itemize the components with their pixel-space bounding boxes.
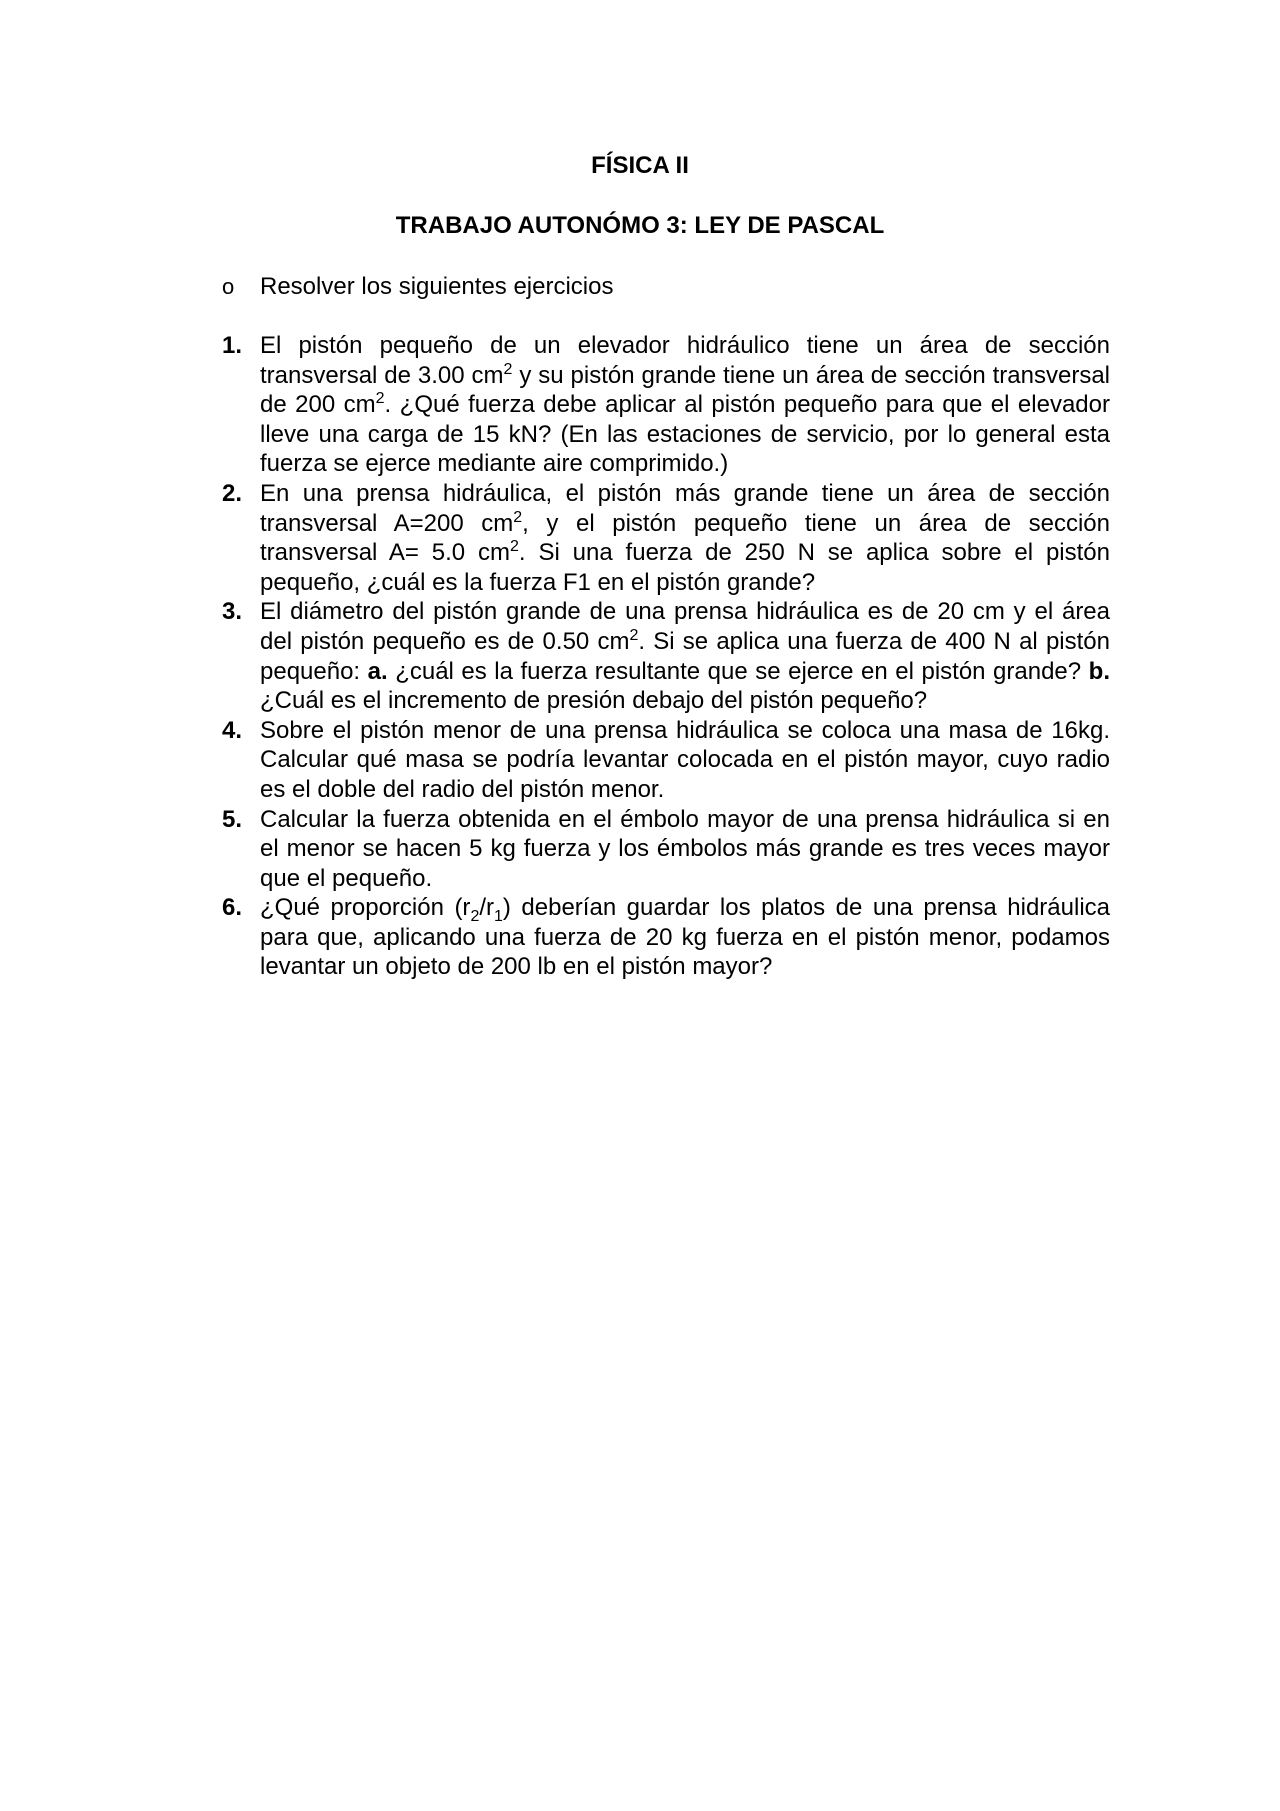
exercise-text [260,806,1110,892]
exercise-text-run: ) deberían guardar los platos de una prensa hidráulica para que, aplicando una fuerza de 20 kg fuerza en el pistón menor, podamos levantar un objeto de 200 lb en el pistón mayor? [260,894,1111,981]
exercise-text-sup: 2 [375,390,385,408]
document-title: FÍSICA II [591,152,689,179]
exercise-text-run: , y el pistón pequeño tiene un área de sección transversal A= 5.0 cm [260,509,1110,567]
document-subtitle: TRABAJO AUTONÓMO 3: LEY DE PASCAL [395,212,885,239]
exercise-text-run: . Si una fuerza de 250 N se aplica sobre el pistón pequeño, ¿cuál es la fuerza F1 en el pistón grande? [260,539,1111,596]
exercise-item-4 [222,716,1110,805]
exercise-text [260,598,1110,714]
exercise-text-run: . Si se aplica una fuerza de 400 N al pistón pequeño: [260,627,1110,685]
exercise-text-sub: 1 [494,908,503,926]
exercise-text-run: Calcular la fuerza obtenida en el émbolo mayor de una prensa hidráulica si en el menor se hacen 5 kg fuerza y los émbolos más grande es tres veces mayor que el pequeño. [260,805,1110,892]
exercise-text-sup: 2 [510,538,519,556]
exercise-text-run: El diámetro del pistón grande de una prensa hidráulica es de 20 cm y el área del pistón pequeño es de 0.50 cm [260,598,1110,655]
exercise-text [260,480,1110,596]
exercise-item-6 [222,893,1110,982]
exercise-text-run: ¿cuál es la fuerza resultante que se ejerce en el pistón grande? [387,657,1089,685]
exercise-number: 1. [222,332,243,359]
exercise-text-run: El pistón pequeño de un elevador hidráulico tiene un área de sección transversal de 3.00 cm [260,332,1110,389]
exercise-text-run: Sobre el pistón menor de una prensa hidráulica se coloca una masa de 16kg. Calcular qué masa se podría levantar colocada en el pistón mayor, cuyo radio es el doble del radio del pistón menor. [260,716,1110,803]
exercise-text-run: ¿Qué proporción (r [260,894,471,922]
exercise-number: 6. [222,894,243,922]
exercise-text-sup: 2 [513,508,523,526]
exercise-number: 4. [222,716,243,744]
exercise-item-1 [222,331,1110,479]
exercise-text-run: ¿Cuál es el incremento de presión debajo del pistón pequeño? [260,687,928,715]
exercise-text-run: En una prensa hidráulica, el pistón más grande tiene un área de sección transversal A=200 cm [260,479,1110,537]
exercise-text-b: a. [367,657,388,685]
exercise-text-sup: 2 [503,360,513,378]
exercise-item-2 [222,479,1110,597]
exercise-item-5 [222,805,1110,894]
exercise-text [260,332,1110,477]
exercise-item-3 [222,597,1110,715]
exercise-number: 2. [222,479,243,507]
exercise-list [222,331,1110,982]
exercise-number: 5. [222,805,243,833]
instruction-text: Resolver los siguientes ejercicios [260,273,614,300]
exercise-text-b: b. [1088,657,1110,685]
exercise-text-sub: 2 [470,908,480,926]
exercise-text-sup: 2 [629,626,639,644]
exercise-text-run: . ¿Qué fuerza debe aplicar al pistón pequeño para que el elevador lleve una carga de 15 kN? (En las estaciones de servicio, por lo general esta fuerza se ejerce mediante aire comprimido.) [260,391,1110,478]
exercise-text [260,894,1110,980]
exercise-text-run: y su pistón grande tiene un área de sección transversal de 200 cm [260,361,1110,419]
exercise-text [260,717,1110,803]
bullet-icon: o [222,274,235,299]
exercise-number: 3. [222,598,243,626]
exercise-text-run: /r [479,894,495,922]
